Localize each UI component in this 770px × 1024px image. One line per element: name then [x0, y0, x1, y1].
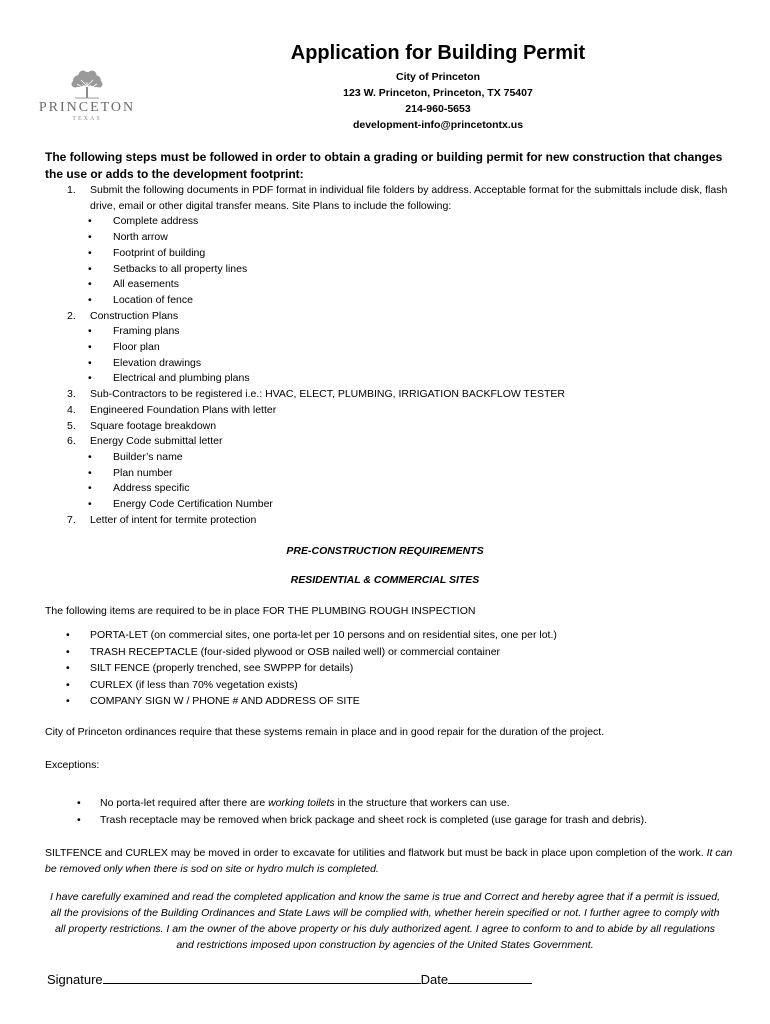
list-item: • COMPANY SIGN W / PHONE # AND ADDRESS OF SITE	[45, 693, 735, 710]
steps-list	[45, 183, 735, 528]
requirements-list	[45, 627, 735, 710]
exceptions-list	[45, 795, 735, 829]
step-7: 7. Letter of intent for termite protection	[67, 513, 257, 526]
list-item: • TRASH RECEPTACLE (four-sided plywood or OSB nailed well) or commercial container	[45, 644, 735, 661]
list-item: • Complete address	[45, 214, 735, 230]
logo-wordmark: PRINCETON	[38, 100, 136, 115]
logo-subtext: TEXAS	[72, 116, 102, 122]
signature-field[interactable]	[103, 970, 421, 984]
list-item: • Address specific	[45, 481, 735, 497]
list-item: • Plan number	[45, 466, 735, 482]
step-4: 4. Engineered Foundation Plans with letter	[67, 403, 277, 416]
date-label: Date	[420, 972, 449, 987]
list-item: • Builder’s name	[45, 450, 735, 466]
requirements-lead: The following items are required to be in place FOR THE PLUMBING ROUGH INSPECTION	[45, 605, 476, 617]
step-3: 3. Sub-Contractors to be registered i.e.: HVAC, ELECT, PLUMBING, IRRIGATION BACKFLOW TESTER	[67, 388, 565, 401]
list-item: • PORTA-LET (on commercial sites, one porta-let per 10 persons and on residential sites, one per lot.)	[45, 627, 735, 644]
step-6: 6. Energy Code submittal letter	[67, 435, 223, 448]
list-item: • Floor plan	[45, 340, 735, 356]
signature-label: Signature	[47, 972, 103, 987]
siltfence-text: SILTFENCE and CURLEX may be moved in order to excavate for utilities and flatwork but must be back in place upon completion of the work. It can be removed only when there is sod on site or hydro mulch is completed.	[45, 847, 733, 875]
list-item: • Footprint of building	[45, 246, 735, 262]
page-title: Application for Building Permit	[290, 42, 586, 64]
list-item: • CURLEX (if less than 70% vegetation exists)	[45, 677, 735, 694]
city-name: City of Princeton	[395, 71, 480, 83]
declaration-text: I have carefully examined and read the completed application and know the same is true and Correct and hereby agree that if a permit is issued, all the provisions of the Building Ordinances and State Laws will be complied with, whether herein specified or not. I further agree to comply with all property restrictions. I am the owner of the above property or his duly authorized agent. I agree to conform to and to abide by all regulations and restrictions imposed upon construction by agencies of the United States Government.	[49, 891, 721, 951]
list-item: • Location of fence	[45, 293, 735, 309]
exceptions-label: Exceptions:	[45, 759, 100, 771]
step-2: 2. Construction Plans	[67, 309, 179, 322]
step-5: 5. Square footage breakdown	[67, 419, 217, 432]
street-address: 123 W. Princeton, Princeton, TX 75407	[343, 87, 533, 99]
date-field[interactable]	[448, 970, 532, 984]
list-item: • Elevation drawings	[45, 356, 735, 372]
intro-heading: The following steps must be followed in order to obtain a grading or building permit for new construction that changes the use or adds to the development footprint:	[45, 150, 723, 181]
email-address: development-info@princetontx.us	[352, 119, 524, 131]
list-item: • Framing plans	[45, 324, 735, 340]
step-1: 1. Submit the following documents in PDF format in individual file folders by address. Acceptable format for the submittals include disk, flash drive, email or other digital transfer means. Site Plans to include the following:	[67, 184, 728, 212]
list-item: • Energy Code Certification Number	[45, 497, 735, 513]
list-item: • SILT FENCE (properly trenched, see SWPPP for details)	[45, 660, 735, 677]
list-item: • Electrical and plumbing plans	[45, 371, 735, 387]
list-item: • Trash receptacle may be removed when brick package and sheet rock is completed (use garage for trash and debris).	[45, 812, 735, 829]
list-item: • North arrow	[45, 230, 735, 246]
pre-construction-heading: PRE-CONSTRUCTION REQUIREMENTS	[286, 545, 484, 557]
phone-number: 214-960-5653	[405, 103, 471, 115]
sites-heading: RESIDENTIAL & COMMERCIAL SITES	[290, 574, 480, 586]
list-item: • Setbacks to all property lines	[45, 262, 735, 278]
list-item: • All easements	[45, 277, 735, 293]
ordinance-text: City of Princeton ordinances require that these systems remain in place and in good repair for the duration of the project.	[45, 726, 605, 738]
signature-row	[47, 970, 532, 987]
list-item: • No porta-let required after there are working toilets in the structure that workers can use.	[45, 795, 735, 812]
